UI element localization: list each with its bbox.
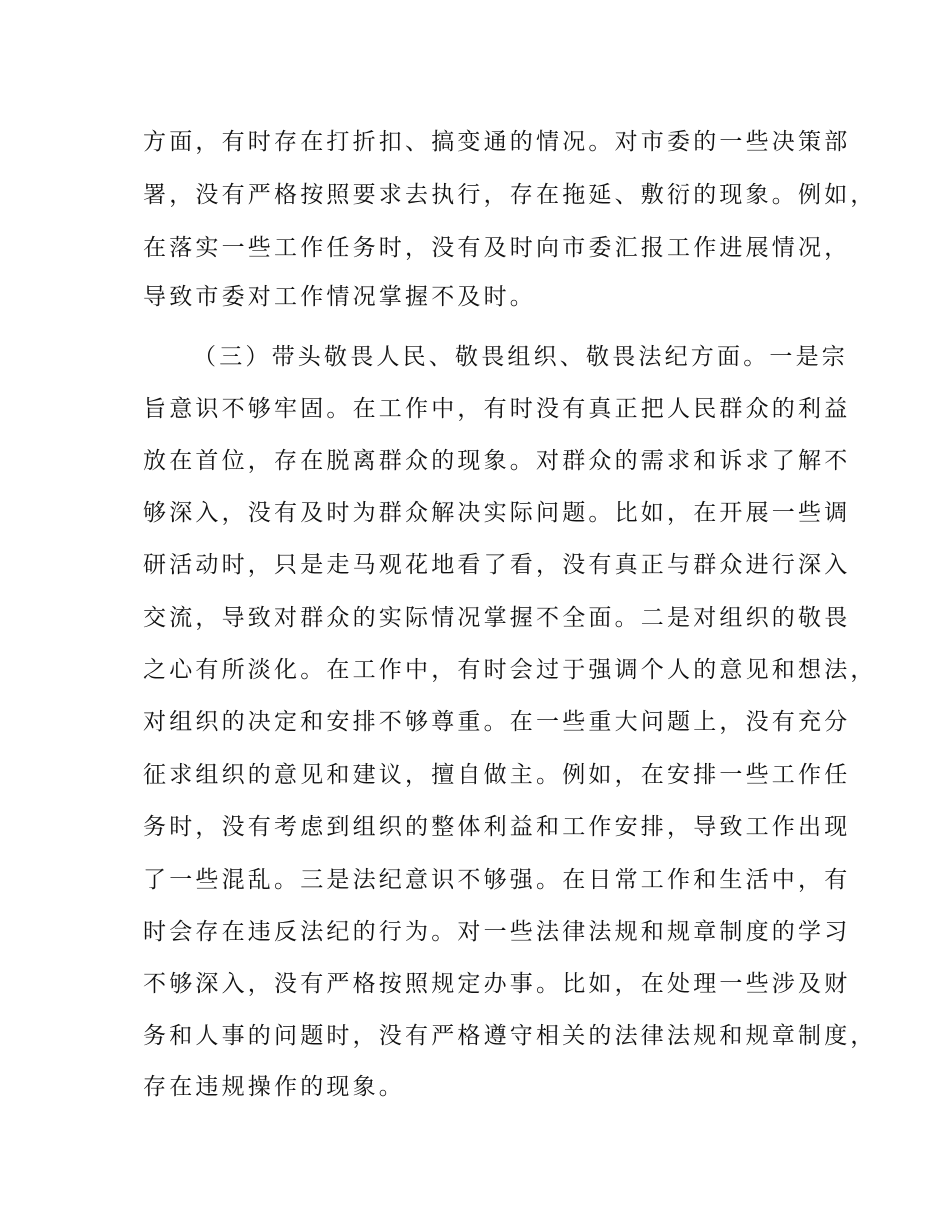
paragraph-2-line-3: 放在首位，存在脱离群众的现象。对群众的需求和诉求了解不 (143, 448, 851, 474)
paragraph-1-line-4: 导致市委对工作情况掌握不及时。 (143, 284, 536, 310)
paragraph-1-line-2: 署，没有严格按照要求去执行，存在拖延、敷衍的现象。例如， (143, 182, 877, 208)
paragraph-2-line-14: 务和人事的问题时，没有严格遵守相关的法律法规和规章制度， (143, 1023, 877, 1049)
paragraph-2-line-9: 征求组织的意见和建议，擅自做主。例如，在安排一些工作任 (143, 762, 851, 788)
paragraph-2-line-1: （三）带头敬畏人民、敬畏组织、敬畏法纪方面。一是宗 (193, 344, 848, 370)
paragraph-2-line-4: 够深入，没有及时为群众解决实际问题。比如，在开展一些调 (143, 500, 851, 526)
paragraph-2-line-12: 时会存在违反法纪的行为。对一些法律法规和规章制度的学习 (143, 919, 851, 945)
paragraph-2-line-6: 交流，导致对群众的实际情况掌握不全面。二是对组织的敬畏 (143, 605, 851, 631)
paragraph-1-line-3: 在落实一些工作任务时，没有及时向市委汇报工作进展情况， (143, 235, 851, 261)
paragraph-2-line-2: 旨意识不够牢固。在工作中，有时没有真正把人民群众的利益 (143, 396, 851, 422)
paragraph-2-line-8: 对组织的决定和安排不够尊重。在一些重大问题上，没有充分 (143, 709, 851, 735)
paragraph-2-line-5: 研活动时，只是走马观花地看了看，没有真正与群众进行深入 (143, 552, 851, 578)
paragraph-2-line-13: 不够深入，没有严格按照规定办事。比如，在处理一些涉及财 (143, 971, 851, 997)
paragraph-2-line-7: 之心有所淡化。在工作中，有时会过于强调个人的意见和想法， (143, 657, 877, 683)
paragraph-2-line-15: 存在违规操作的现象。 (143, 1074, 405, 1100)
paragraph-1-line-1: 方面，有时存在打折扣、搞变通的情况。对市委的一些决策部 (143, 129, 851, 155)
paragraph-2-line-11: 了一些混乱。三是法纪意识不够强。在日常工作和生活中，有 (143, 867, 851, 893)
paragraph-2-line-10: 务时，没有考虑到组织的整体利益和工作安排，导致工作出现 (143, 814, 851, 840)
